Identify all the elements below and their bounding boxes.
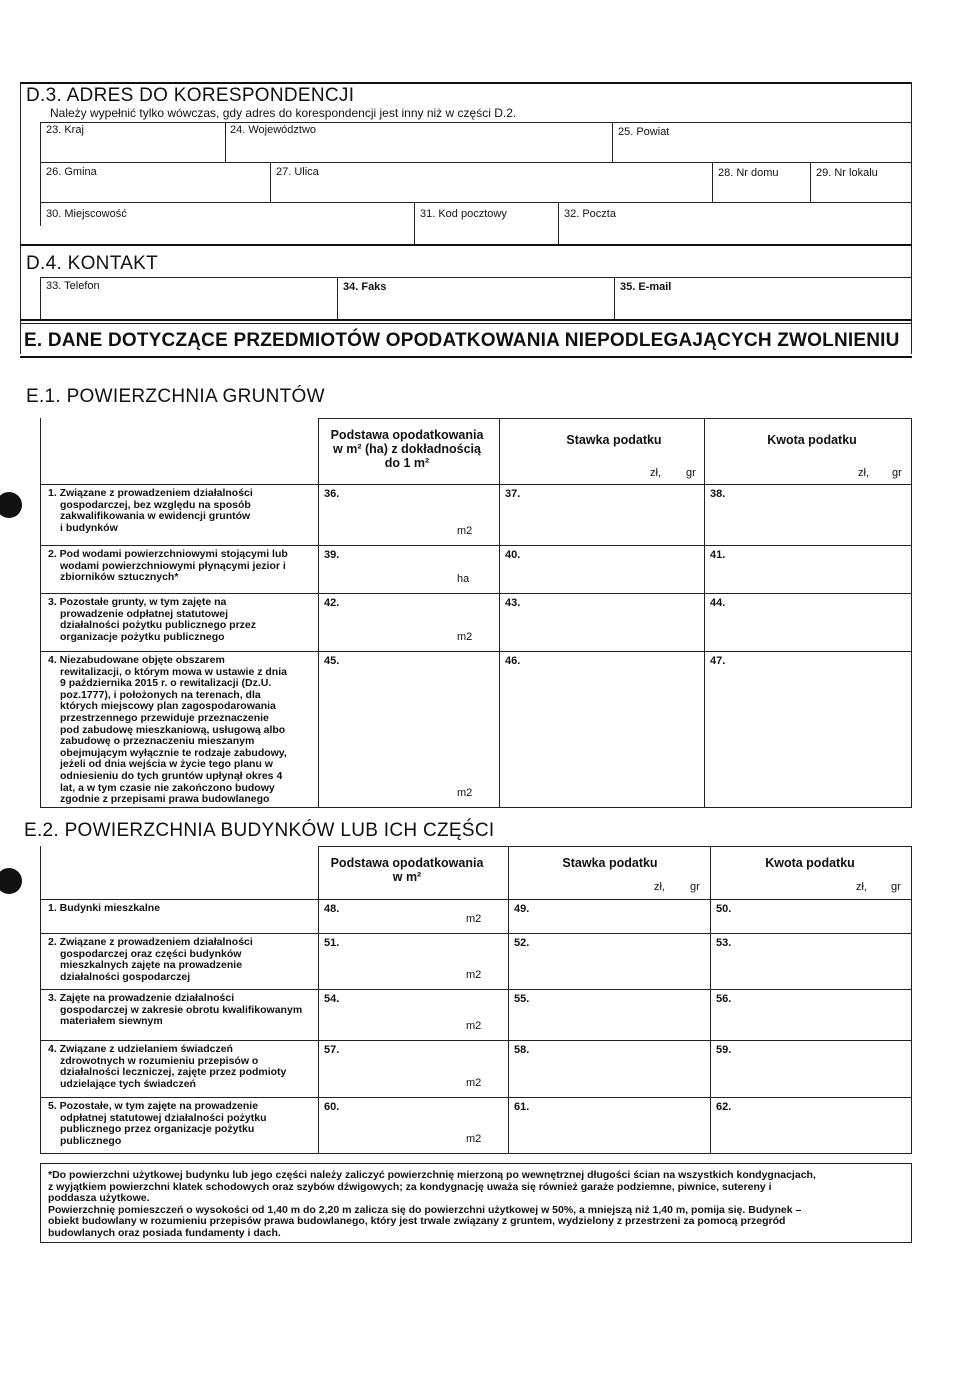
e2-header-stawka: Stawka podatku	[562, 856, 658, 870]
row-label-line: 4. Związane z udzielaniem świadczeń	[48, 1043, 233, 1055]
row-label-line: organizacje pożytku publicznego	[60, 630, 225, 643]
e2-stawka-input[interactable]	[509, 990, 709, 1039]
e2-unit: m2	[466, 1133, 482, 1145]
row-label-line: działalności pożytku publicznego przez	[60, 619, 257, 632]
footnote-line: obiekt budowlany w rozumieniu przepisów prawa budowlanego, który jest trwale związany z gruntem, wydzielony z przestrzeni za pomocą przegród	[48, 1216, 786, 1227]
field-kraj[interactable]: 23. Kraj	[46, 124, 84, 136]
row-label-line: zdrowotnych w rozumieniu przepisów o	[60, 1054, 259, 1067]
row-label-line: 3. Pozostałe grunty, w tym zajęte na	[48, 596, 227, 608]
d3-note: Należy wypełnić tylko wówczas, gdy adres do korespondencji jest inny niż w części D.2.	[50, 106, 517, 120]
field-email[interactable]: 35. E-mail	[620, 281, 672, 293]
e2-section-title: E.2. POWIERZCHNIA BUDYNKÓW LUB ICH CZĘŚCI	[24, 820, 495, 841]
row-label-line: gospodarczej w zakresie obrotu kwalifikowanym	[60, 1003, 303, 1016]
e1-unit: m2	[457, 525, 473, 537]
e1-header-gr: gr	[686, 467, 696, 479]
row-label-line: i budynków	[60, 521, 118, 534]
e1-field-number: 39.	[324, 549, 340, 561]
row-label-line: pod zabudowę mieszkaniową, usługową albo	[60, 723, 286, 736]
e1-podstawa-input[interactable]	[319, 652, 498, 806]
row-label-line: jeżeli od dnia wejścia w życie tego planu w	[60, 758, 273, 771]
e2-field-number: 54.	[324, 993, 340, 1005]
field-ulica[interactable]: 27. Ulica	[276, 166, 319, 178]
e2-field-number: 56.	[716, 993, 732, 1005]
field-nr-domu[interactable]: 28. Nr domu	[718, 167, 779, 179]
e2-field-number: 62.	[716, 1101, 732, 1113]
e2-header-gr: gr	[891, 881, 901, 893]
row-label-line: zabudowę o przeznaczeniu mieszanym	[60, 735, 255, 748]
e2-field-number: 61.	[514, 1101, 530, 1113]
footnote	[48, 1170, 908, 1239]
e2-unit: m2	[466, 913, 482, 925]
row-label-line: materiałem siewnym	[60, 1015, 163, 1028]
e2-field-number: 48.	[324, 903, 340, 915]
e1-stawka-input[interactable]	[500, 594, 703, 650]
e2-header-podstawa: Podstawa opodatkowania w m²	[330, 856, 484, 884]
row-label-line: 5. Pozostałe, w tym zajęte na prowadzenie	[48, 1100, 259, 1112]
row-label-line: których miejscowy plan zagospodarowania	[60, 700, 276, 713]
row-label-line: 1. Związane z prowadzeniem działalności	[48, 487, 253, 499]
row-label-line: lat, a w tym czasie nie zakończono budowy	[60, 781, 275, 794]
field-powiat[interactable]: 25. Powiat	[618, 126, 670, 138]
e2-row-label	[48, 993, 312, 1028]
field-poczta[interactable]: 32. Poczta	[564, 208, 616, 220]
e1-field-number: 47.	[710, 655, 726, 667]
row-label-line: udzielające tych świadczeń	[60, 1077, 196, 1090]
e1-row-label	[48, 655, 312, 806]
row-label-line: gospodarczej oraz części budynków	[60, 947, 242, 960]
row-label-line: działalności gospodarczej	[60, 970, 191, 983]
field-gmina[interactable]: 26. Gmina	[46, 166, 97, 178]
row-label-line: rewitalizacji, o którym mowa w ustawie z dnia	[60, 665, 287, 678]
e1-field-number: 42.	[324, 597, 340, 609]
row-label-line: mieszkalnych zajęte na prowadzenie	[60, 959, 243, 972]
row-label-line: 9 października 2015 r. o rewitalizacji (Dz.U.	[60, 677, 272, 690]
e1-stawka-input[interactable]	[500, 485, 703, 544]
field-miejscowosc[interactable]: 30. Miejscowość	[46, 208, 127, 220]
field-kod-pocztowy[interactable]: 31. Kod pocztowy	[420, 208, 507, 220]
e2-unit: m2	[466, 969, 482, 981]
e1-header-podstawa: Podstawa opodatkowania w m² (ha) z dokładnością do 1 m²	[330, 428, 484, 470]
row-label-line: 2. Związane z prowadzeniem działalności	[48, 936, 253, 948]
e2-kwota-input[interactable]	[711, 900, 911, 932]
footnote-line: *Do powierzchni użytkowej budynku lub jego części należy zaliczyć powierzchnię mierzoną po wewnętrznej długości ścian na wszystkich kondygnacjach,	[48, 1170, 816, 1181]
row-label-line: prowadzenie odpłatnej statutowej	[60, 607, 229, 620]
e1-field-number: 36.	[324, 488, 340, 500]
e-section-title: E. DANE DOTYCZĄCE PRZEDMIOTÓW OPODATKOWANIA NIEPODLEGAJĄCYCH ZWOLNIENIU	[24, 330, 900, 351]
e2-header-zl: zł,	[654, 881, 665, 893]
e2-kwota-input[interactable]	[711, 990, 911, 1039]
e2-row-line	[40, 1153, 912, 1154]
row-label-line: 3. Zajęte na prowadzenie działalności	[48, 992, 235, 1004]
row-label-line: publicznego przez organizacje pożytku	[60, 1123, 255, 1136]
row-label-line: gospodarczej, bez względu na sposób	[60, 498, 251, 511]
e2-field-number: 58.	[514, 1044, 530, 1056]
e1-stawka-input[interactable]	[500, 652, 703, 806]
e2-row-label	[48, 1044, 312, 1090]
e1-border	[911, 418, 912, 807]
row-label-line: zakwalifikowania w ewidencji gruntów	[60, 510, 251, 523]
e1-kwota-input[interactable]	[705, 485, 911, 544]
field-nr-lokalu[interactable]: 29. Nr lokalu	[816, 167, 878, 179]
footnote-line: budowlanych oraz posiada fundamenty i dach.	[48, 1227, 281, 1239]
e2-field-number: 52.	[514, 937, 530, 949]
row-label-line: 4. Niezabudowane objęte obszarem	[48, 654, 225, 666]
e2-stawka-input[interactable]	[509, 1098, 709, 1152]
e1-header-stawka: Stawka podatku	[566, 433, 662, 447]
e1-field-number: 43.	[505, 597, 521, 609]
e1-kwota-input[interactable]	[705, 546, 911, 592]
e2-field-number: 55.	[514, 993, 530, 1005]
e2-stawka-input[interactable]	[509, 934, 709, 988]
e2-border	[40, 846, 41, 1153]
e1-unit: m2	[457, 631, 473, 643]
e1-section-title: E.1. POWIERZCHNIA GRUNTÓW	[26, 386, 325, 407]
footnote-line: z wyjątkiem powierzchni klatek schodowych oraz szybów dźwigowych; za kondygnację uważa się również garaże podziemne, piwnice, sutereny i	[48, 1181, 772, 1193]
e2-field-number: 53.	[716, 937, 732, 949]
e1-field-number: 46.	[505, 655, 521, 667]
punch-hole-mark	[0, 492, 22, 518]
field-wojewodztwo[interactable]: 24. Województwo	[230, 124, 317, 136]
e2-unit: m2	[466, 1077, 482, 1089]
e2-row-label	[48, 937, 312, 983]
e1-row-line	[40, 807, 912, 808]
e1-border	[318, 418, 912, 419]
e2-header-kwota: Kwota podatku	[765, 856, 855, 870]
e1-header-zl: zł,	[858, 467, 869, 479]
e2-field-number: 50.	[716, 903, 732, 915]
e1-stawka-input[interactable]	[500, 546, 703, 592]
e1-field-number: 44.	[710, 597, 726, 609]
e2-row-label	[48, 903, 312, 915]
e2-field-number: 59.	[716, 1044, 732, 1056]
e1-kwota-input[interactable]	[705, 652, 911, 806]
e1-border	[40, 418, 41, 807]
e2-kwota-input[interactable]	[711, 1041, 911, 1096]
e2-field-number: 60.	[324, 1101, 340, 1113]
e1-podstawa-input[interactable]	[319, 546, 498, 592]
d4-section-title: D.4. KONTAKT	[26, 253, 159, 274]
row-label-line: poz.1777), i położonych na terenach, dla	[60, 688, 261, 701]
e1-field-number: 41.	[710, 549, 726, 561]
row-label-line: działalności leczniczej, zajęte przez podmioty	[60, 1066, 287, 1079]
field-faks[interactable]: 34. Faks	[343, 281, 387, 293]
row-label-line: wodami powierzchniowymi płynącymi jezior i	[60, 559, 286, 572]
row-label-line: 1. Budynki mieszkalne	[48, 902, 161, 914]
e2-field-number: 57.	[324, 1044, 340, 1056]
row-label-line: zbiorników sztucznych*	[60, 571, 179, 584]
e2-unit: m2	[466, 1020, 482, 1032]
row-label-line: publicznego	[60, 1134, 122, 1147]
footnote-line: Powierzchnię pomieszczeń o wysokości od 1,40 m do 2,20 m zalicza się do powierzchni użytkowej w 50%, a mniejszą niż 1,40 m, pomija się. Budynek –	[48, 1204, 802, 1216]
field-telefon[interactable]: 33. Telefon	[46, 280, 100, 292]
e2-field-number: 51.	[324, 937, 340, 949]
row-label-line: odniesieniu do tych gruntów upłynął okres 4	[60, 769, 283, 782]
e1-field-number: 45.	[324, 655, 340, 667]
e1-row-label	[48, 488, 312, 534]
punch-hole-mark	[0, 868, 22, 894]
row-label-line: 2. Pod wodami powierzchniowymi stojącymi lub	[48, 548, 288, 560]
e1-row-label	[48, 597, 312, 643]
e1-kwota-input[interactable]	[705, 594, 911, 650]
e2-stawka-input[interactable]	[509, 900, 709, 932]
e1-field-number: 38.	[710, 488, 726, 500]
e2-stawka-input[interactable]	[509, 1041, 709, 1096]
e2-border	[911, 846, 912, 1153]
e2-kwota-input[interactable]	[711, 934, 911, 988]
footnote-line: poddasza użytkowe.	[48, 1193, 150, 1204]
d3-section-title: D.3. ADRES DO KORESPONDENCJI	[26, 85, 355, 106]
e1-header-zl: zł,	[650, 467, 661, 479]
e2-kwota-input[interactable]	[711, 1098, 911, 1152]
row-label-line: przestrzennego przewiduje przeznaczenie	[60, 711, 269, 724]
e1-header-gr: gr	[892, 467, 902, 479]
e1-row-label	[48, 549, 312, 584]
e1-field-number: 40.	[505, 549, 521, 561]
e1-header-kwota: Kwota podatku	[767, 433, 857, 447]
e2-header-gr: gr	[690, 881, 700, 893]
e2-field-number: 49.	[514, 903, 530, 915]
e1-unit: m2	[457, 787, 473, 799]
e2-border	[318, 846, 912, 847]
e2-row-label	[48, 1101, 312, 1147]
e1-unit: ha	[457, 573, 470, 585]
row-label-line: zgodnie z przepisami prawa budowlanego	[60, 793, 270, 806]
e2-header-zl: zł,	[856, 881, 867, 893]
row-label-line: odpłatnej statutowej działalności pożytku	[60, 1111, 267, 1124]
e1-field-number: 37.	[505, 488, 521, 500]
row-label-line: obejmującym wyłącznie te rodzaje zabudowy,	[60, 746, 287, 759]
